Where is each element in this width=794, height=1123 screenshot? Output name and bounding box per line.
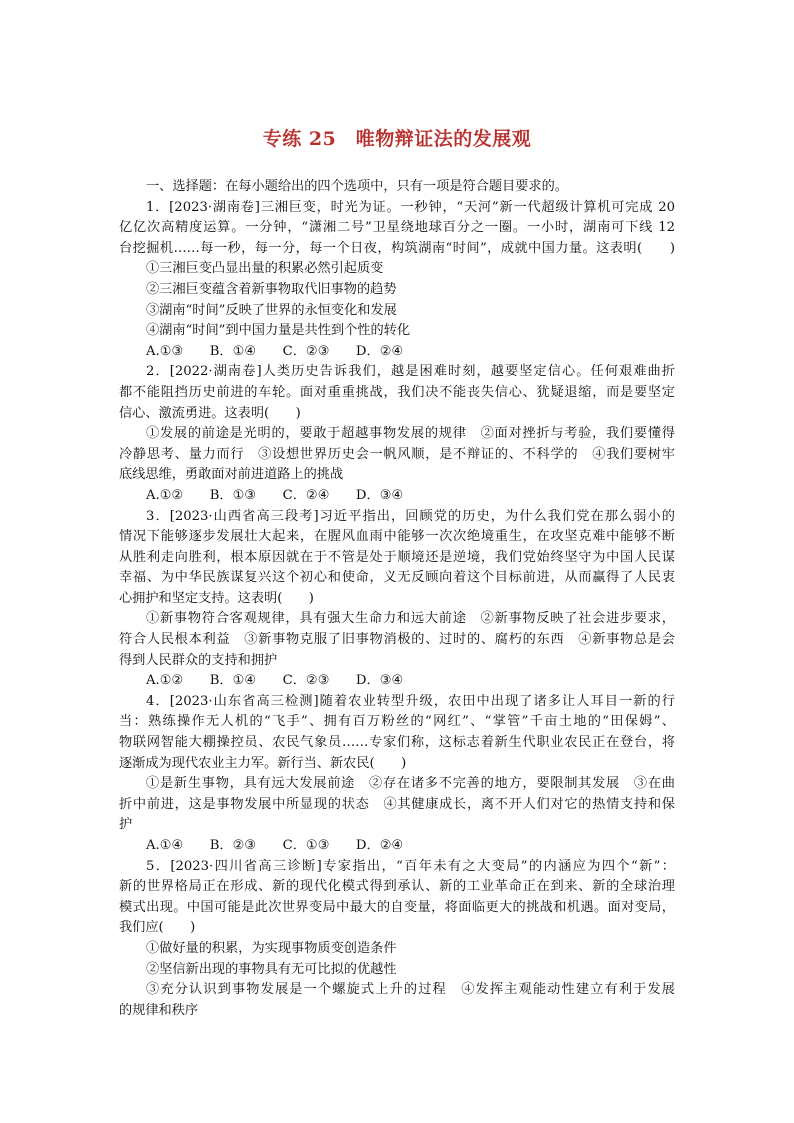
statement-option: 符合人民根本利益 ③新事物克服了旧事物消极的、过时的、腐朽的东西 ④新事物总是会	[119, 632, 675, 648]
answer-choices: A.①④ B．②③ C．①③ D．②④	[146, 838, 404, 853]
page-title: 专练 25 唯物辩证法的发展观	[262, 128, 532, 150]
question-1	[119, 198, 675, 363]
statement-option: ①新事物符合客观规律，具有强大生命力和远大前途 ②新事物反映了社会进步要求，	[146, 611, 675, 627]
statement-option: ④湖南“时间”到中国力量是共性到个性的转化	[146, 323, 411, 339]
question-stem-line: 当：熟练操作无人机的“飞手”、拥有百万粉丝的“网红”、“掌管”千亩土地的“田保姆”、	[119, 714, 675, 730]
question-stem-line: 物联网智能大棚操控员、农民气象员……专家们称，这标志着新生代职业农民正在登台，将	[119, 735, 675, 751]
statement-option: ②坚信新出现的事物具有无可比拟的优越性	[146, 961, 397, 977]
question-stem-line: 3．[2023·山西省高三段考]习近平指出，回顾党的历史，为什么我们党在那么弱小的	[146, 508, 675, 524]
question-stem-line: 1．[2023·湖南卷]三湘巨变，时光为证。一秒钟，“天河”新一代超级计算机可完成 20	[146, 199, 675, 215]
statement-option: 护	[119, 817, 133, 833]
statement-option: ①三湘巨变凸显出量的积累必然引起质变	[146, 261, 384, 277]
statement-option: ③充分认识到事物发展是一个螺旋式上升的过程 ④发挥主观能动性建立有利于发展	[146, 982, 675, 998]
statement-option: ①是新生事物，具有远大发展前途 ②存在诸多不完善的地方，要限制其发展 ③在曲	[146, 776, 675, 792]
answer-choices: A.①③ B．①④ C．②③ D．②④	[146, 343, 404, 359]
question-stem-line: 心拥护和坚定支持。这表明( )	[119, 590, 314, 606]
question-stem-line: 信心、激流勇进。这表明( )	[119, 405, 301, 421]
section-heading: 一、选择题：在每小题给出的四个选项中，只有一项是符合题目要求的。	[146, 179, 568, 194]
question-3	[119, 507, 675, 692]
statement-option: 折中前进，这是事物发展中所显现的状态 ④其健康成长，离不开人们对它的热情支持和保	[119, 796, 675, 812]
question-stem-line: 台挖掘机……每一秒，每一分，每一个日夜，构筑湖南“时间”，成就中国力量。这表明( )	[119, 240, 675, 256]
question-stem-line: 逐渐成为现代农业主力军。新行当、新农民( )	[119, 755, 407, 771]
question-stem-line: 4．[2023·山东省高三检测]随着农业转型升级，农田中出现了诸多让人耳目一新的行	[146, 693, 675, 709]
statement-option: 的规律和秩序	[119, 1002, 199, 1018]
question-stem-line: 新的世界格局正在形成、新的现代化模式得到承认、新的工业革命正在到来、新的全球治理	[119, 879, 675, 895]
question-stem-line: 情况下能够逐步发展壮大起来，在腥风血雨中能够一次次绝境重生，在攻坚克难中能够不断	[119, 529, 675, 545]
question-stem-line: 2．[2022·湖南卷]人类历史告诉我们，越是困难时刻，越要坚定信心。任何艰难曲折	[146, 364, 675, 380]
question-2	[119, 362, 675, 506]
statement-option: ①做好量的积累，为实现事物质变创造条件	[146, 940, 397, 956]
document-page	[119, 118, 675, 1021]
statement-option: ①发展的前途是光明的，要敢于超越事物发展的规律 ②面对挫折与考验，我们要懂得	[146, 426, 675, 442]
question-5	[119, 857, 675, 1022]
answer-choices: A.①② B．①④ C．②③ D．③④	[146, 673, 404, 689]
question-stem-line: 我们应( )	[119, 920, 196, 936]
statement-option: 得到人民群众的支持和拥护	[119, 652, 278, 668]
question-stem-line: 从胜利走向胜利，根本原因就在于不管是处于顺境还是逆境，我们党始终坚守为中国人民谋	[119, 549, 675, 565]
answer-choices: A.①② B．①③ C．②④ D．③④	[146, 487, 404, 503]
statement-option: ③湖南“时间”反映了世界的永恒变化和发展	[146, 302, 397, 318]
question-stem-line: 模式出现。中国可能是此次世界变局中最大的自变量，将面临更大的挑战和机遇。面对变局，	[119, 899, 675, 915]
statement-option: 冷静思考、量力而行 ③设想世界历史会一帆风顺，是不辩证的、不科学的 ④我们要树牢	[119, 446, 675, 462]
question-stem-line: 5．[2023·四川省高三诊断]专家指出，“百年未有之大变局”的内涵应为四个“新”：	[146, 858, 675, 874]
statement-option: ②三湘巨变蕴含着新事物取代旧事物的趋势	[146, 281, 397, 297]
question-stem-line: 都不能阻挡历史前进的车轮。面对重重挑战，我们决不能丧失信心、犹疑退缩，而是要坚定	[119, 384, 675, 400]
question-4	[119, 692, 675, 857]
question-stem-line: 亿亿次高精度运算。一分钟，“潇湘二号”卫星绕地球百分之一圈。一小时，湖南可下线 12	[119, 220, 675, 236]
statement-option: 底线思维，勇敢面对前进道路上的挑战	[119, 467, 344, 483]
question-stem-line: 幸福、为中华民族谋复兴这个初心和使命，义无反顾向着这个目标前进，从而赢得了人民衷	[119, 570, 675, 586]
